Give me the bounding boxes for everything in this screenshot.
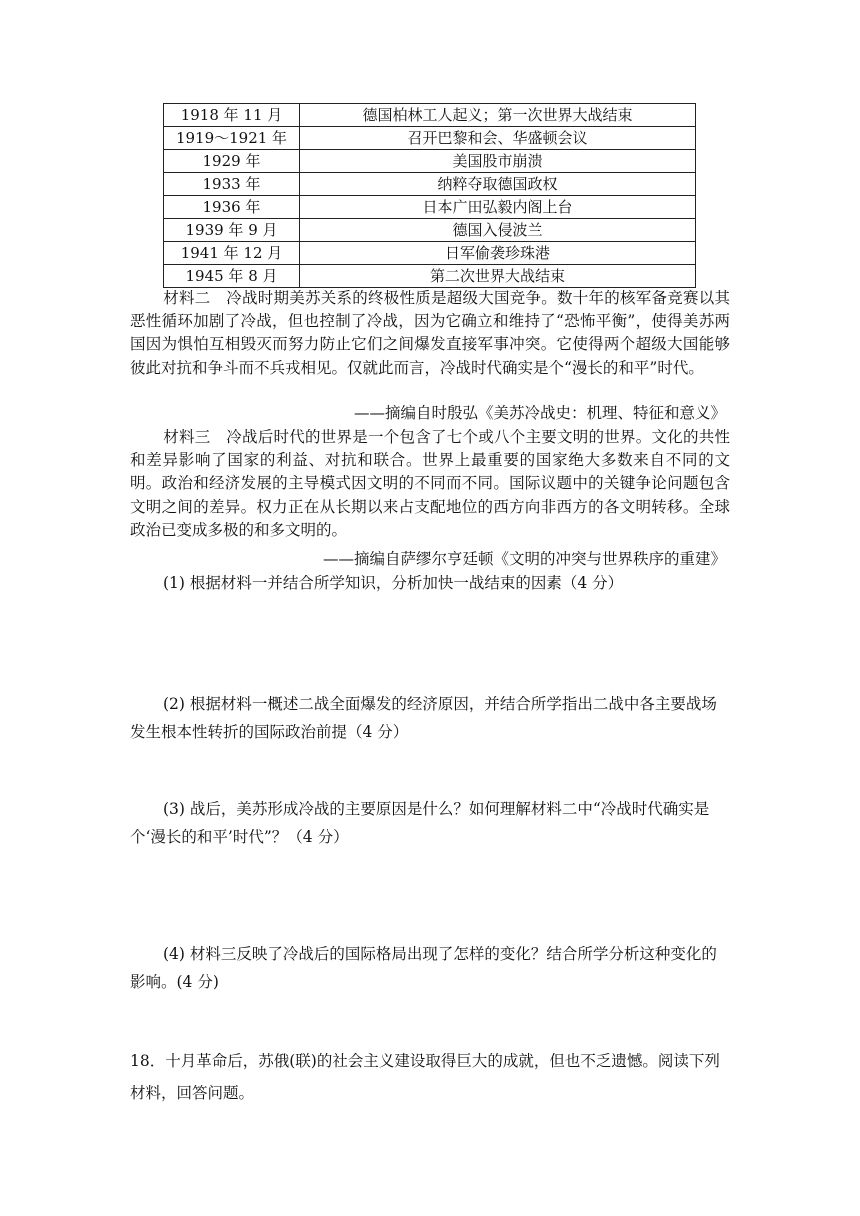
material-two-source: ——摘编自时殷弘《美苏冷战史：机理、特征和意义》 [353,404,726,422]
event-cell: 纳粹夺取德国政权 [300,173,696,196]
question-4-text: (4) 材料三反映了冷战后的国际格局出现了怎样的变化？结合所学分析这种变化的影响。(4 分) [130,945,717,991]
question-2 [130,690,732,746]
date-cell: 1945 年 8 月 [164,265,300,288]
event-cell: 日本广田弘毅内阁上台 [300,196,696,219]
table-row [164,242,696,265]
material-two [130,287,730,380]
date-cell: 1936 年 [164,196,300,219]
question-3 [130,795,732,851]
question-1 [130,569,732,597]
table-row [164,127,696,150]
question-4 [130,940,732,996]
question-3-text: (3) 战后，美苏形成冷战的主要原因是什么？如何理解材料二中“冷战时代确实是个‘漫长的和平’时代”？（4 分） [130,800,710,846]
material-two-text: 材料二 冷战时期美苏关系的终极性质是超级大国竞争。数十年的核军备竞赛以其恶性循环加剧了冷战，但也控制了冷战，因为它确立和维持了“恐怖平衡”，使得美苏两国因为惧怕互相毁灭而努力防止它们之间爆发直接军事冲突。它使得两个超级大国能够彼此对抗和争斗而不兵戎相见。仅就此而言，冷战时代确实是个“漫长的和平”时代。 [130,289,730,377]
date-cell: 1933 年 [164,173,300,196]
event-cell: 美国股市崩溃 [300,150,696,173]
table-row [164,265,696,288]
material-three-source: ——摘编自萨缪尔亨廷顿《文明的冲突与世界秩序的重建》 [322,550,726,568]
event-cell: 第二次世界大战结束 [300,265,696,288]
table-row [164,173,696,196]
question-2-text: (2) 根据材料一概述二战全面爆发的经济原因，并结合所学指出二战中各主要战场发生根本性转折的国际政治前提（4 分） [130,695,717,741]
table-row [164,219,696,242]
event-cell: 德国柏林工人起义；第一次世界大战结束 [300,104,696,127]
material-three-text: 材料三 冷战后时代的世界是一个包含了七个或八个主要文明的世界。文化的共性和差异影响了国家的利益、对抗和联合。世界上最重要的国家绝大多数来自不同的文明。政治和经济发展的主导模式因文明的不同而不同。国际议题中的关键争论问题包含文明之间的差异。权力正在从长期以来占支配地位的西方向非西方的各文明转移。全球政治已变成多极的和多文明的。 [130,428,730,539]
table-row [164,196,696,219]
question-18: 18．十月革命后，苏俄(联)的社会主义建设取得巨大的成就，但也不乏遗憾。阅读下列材料，回答问题。 [130,1052,720,1102]
timeline-table [163,103,696,288]
event-cell: 召开巴黎和会、华盛顿会议 [300,127,696,150]
date-cell: 1939 年 9 月 [164,219,300,242]
question-1-text: (1) 根据材料一并结合所学知识，分析加快一战结束的因素（4 分） [163,574,624,592]
date-cell: 1929 年 [164,150,300,173]
date-cell: 1941 年 12 月 [164,242,300,265]
date-cell: 1918 年 11 月 [164,104,300,127]
table-row [164,150,696,173]
event-cell: 德国入侵波兰 [300,219,696,242]
date-cell: 1919～1921 年 [164,127,300,150]
material-three [130,426,730,542]
table-row [164,104,696,127]
event-cell: 日军偷袭珍珠港 [300,242,696,265]
